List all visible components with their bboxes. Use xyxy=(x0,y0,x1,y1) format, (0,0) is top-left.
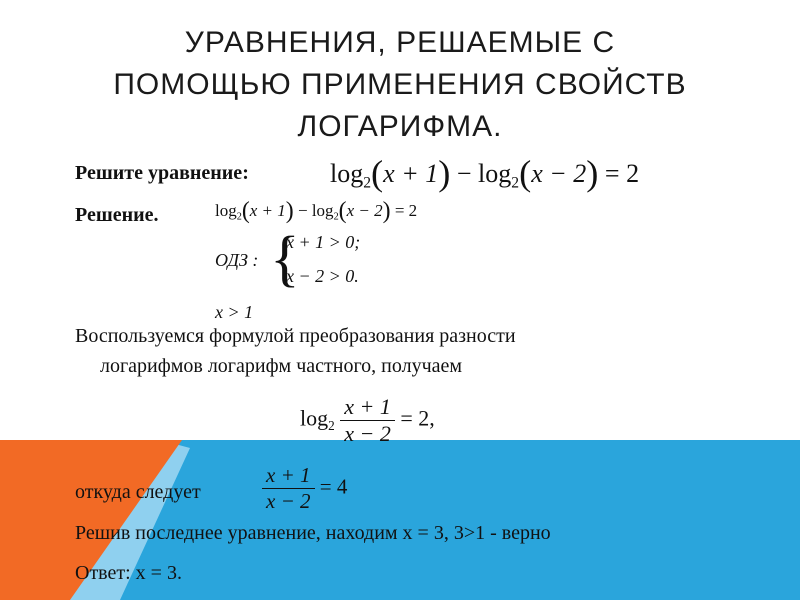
log-base: 2 xyxy=(236,211,242,223)
equation-rhs: = 2 xyxy=(604,159,640,189)
title-line-3: ЛОГАРИФМА. xyxy=(297,110,503,143)
fraction-equation xyxy=(262,463,347,514)
system-brace-icon: { xyxy=(270,225,300,293)
odz-result: x > 1 xyxy=(215,302,254,322)
blue-shape xyxy=(120,440,800,600)
log-arg-2: x − 2 xyxy=(531,159,587,189)
paragraph-line-2: логарифмов логарифм частного, получаем xyxy=(100,355,463,377)
log-base-2: 2 xyxy=(511,174,520,192)
log-base: 2 xyxy=(363,174,372,192)
fraction-denominator: x − 2 xyxy=(340,420,395,447)
odz-condition-1: x + 1 > 0; xyxy=(286,232,361,252)
follows-label: откуда следует xyxy=(75,481,201,503)
odz-condition-2: x − 2 > 0. xyxy=(286,266,359,286)
title-line-1: УРАВНЕНИЯ, РЕШАЕМЫЕ С xyxy=(184,26,616,59)
log-text: log xyxy=(215,201,237,221)
fraction-denominator: x − 2 xyxy=(262,488,315,514)
solution-result-line: Решив последнее уравнение, находим х = 3, 3>1 - верно xyxy=(75,522,551,544)
task-equation: $\log_2(x + 1) - \log_2(x - 2) = 2$ xyxy=(330,153,640,193)
log-base-2: 2 xyxy=(333,211,339,223)
log-arg-1: x + 1 xyxy=(249,201,286,221)
log-text: log xyxy=(300,405,329,431)
fraction-numerator: x + 1 xyxy=(266,463,311,487)
log-text-2: log xyxy=(478,159,512,189)
quotient-equation xyxy=(300,394,435,447)
fraction xyxy=(340,394,395,447)
answer-line: Ответ: х = 3. xyxy=(75,562,182,584)
solution-label: Решение. xyxy=(75,204,159,226)
minus-sign: − xyxy=(456,159,472,189)
equation-rhs: = 2 xyxy=(394,201,418,221)
minus-sign: − xyxy=(297,201,308,221)
paragraph-line-1: Воспользуемся формулой преобразования разности xyxy=(75,325,516,347)
fraction-numerator: x + 1 xyxy=(344,394,391,419)
odz-label: ОДЗ : xyxy=(215,250,259,270)
title-line-2: ПОМОЩЬЮ ПРИМЕНЕНИЯ СВОЙСТВ xyxy=(113,68,687,101)
equation-rhs: = 2, xyxy=(400,405,435,431)
log-arg-2: x − 2 xyxy=(346,201,383,221)
log-base: 2 xyxy=(328,418,335,434)
equation-rhs: = 4 xyxy=(319,474,348,499)
log-text-2: log xyxy=(311,201,334,221)
solution-equation: $\log_2(x + 1) - \log_2(x - 2) = 2$ xyxy=(215,198,418,224)
task-label: Решите уравнение: xyxy=(75,162,249,184)
log-text: log xyxy=(330,159,364,189)
fraction xyxy=(262,463,315,514)
log-arg-1: x + 1 xyxy=(383,159,439,189)
slide-title xyxy=(40,22,760,148)
